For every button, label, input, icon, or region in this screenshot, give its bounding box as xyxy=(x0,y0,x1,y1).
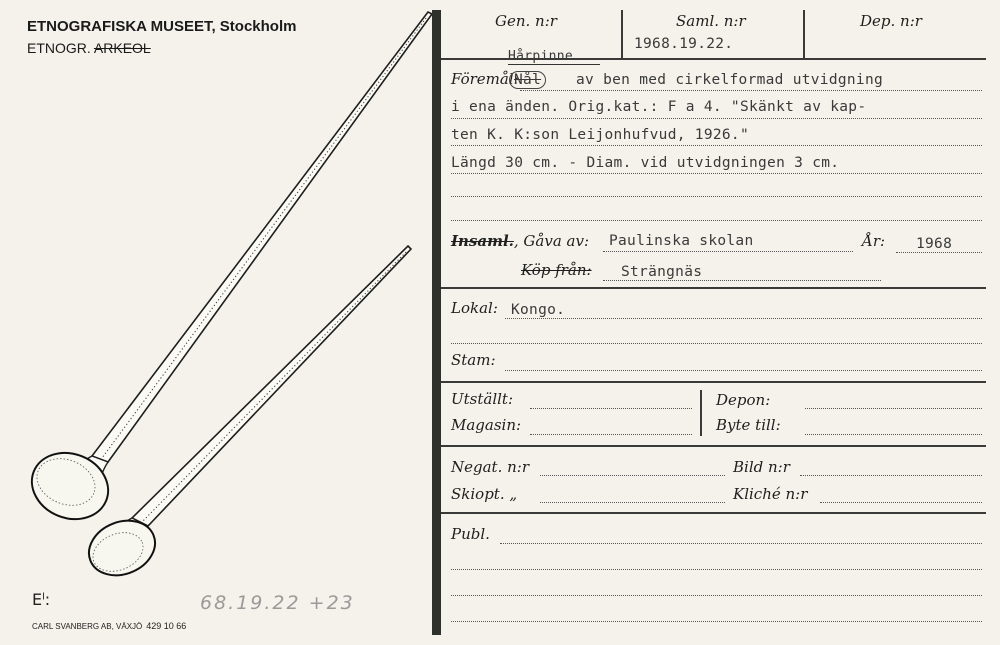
dotline xyxy=(603,251,853,252)
dotline xyxy=(896,252,982,253)
ar-label: År: xyxy=(862,232,886,250)
form-number: 429 10 66 xyxy=(146,621,187,631)
dotline xyxy=(451,173,982,174)
foremal-correction: Hårpinne xyxy=(508,49,574,64)
dotline xyxy=(451,196,982,197)
status-divider xyxy=(700,390,702,436)
dotline xyxy=(520,90,982,91)
printer-imprint xyxy=(32,621,186,631)
hairpin-drawing-1-icon xyxy=(22,12,432,530)
printer-logo: Eˡ: xyxy=(32,590,51,609)
byte-till-label: Byte till: xyxy=(716,416,781,434)
dotline xyxy=(451,343,982,344)
department-prefix: ETNOGR. xyxy=(27,40,91,56)
stam-label: Stam: xyxy=(451,351,496,369)
dotline xyxy=(530,408,692,409)
kop-value: Strängnäs xyxy=(621,264,703,280)
ar-value: 1968 xyxy=(916,236,953,252)
dotline xyxy=(805,434,982,435)
publ-label: Publ. xyxy=(451,525,490,543)
bild-label: Bild n:r xyxy=(733,458,790,476)
insaml-label: Insaml. xyxy=(451,232,514,250)
gava-value: Paulinska skolan xyxy=(609,233,754,249)
gava-line xyxy=(451,232,589,250)
foremal-line-1: av ben med cirkelformad utvidgning xyxy=(576,72,884,88)
rule-status xyxy=(441,445,986,447)
dotline xyxy=(603,280,881,281)
dep-nr-label: Dep. n:r xyxy=(860,12,922,30)
negat-label: Negat. n:r xyxy=(451,458,529,476)
gava-label: , Gåva av: xyxy=(513,232,590,250)
top-divider-1 xyxy=(621,10,623,58)
dotline xyxy=(505,318,982,319)
dotline xyxy=(540,502,725,503)
department-struck: ARKEOL xyxy=(93,40,151,56)
dotline xyxy=(451,118,982,119)
lokal-value: Kongo. xyxy=(511,302,566,318)
dotline xyxy=(505,370,982,371)
pencil-inventory-number: 68.19.22 +23 xyxy=(200,592,355,614)
top-divider-2 xyxy=(803,10,805,58)
magasin-label: Magasin: xyxy=(451,416,522,434)
kop-label: Köp från: xyxy=(521,261,592,279)
hairpin-drawing xyxy=(0,0,432,645)
kliche-label: Kliché n:r xyxy=(733,485,808,503)
dotline xyxy=(451,595,982,596)
dotline xyxy=(451,220,982,221)
dotline xyxy=(451,569,982,570)
correction-underline xyxy=(508,64,600,65)
foremal-line-2: i ena änden. Orig.kat.: F a 4. "Skänkt av kap- xyxy=(451,99,867,115)
dotline xyxy=(530,434,692,435)
dotline xyxy=(451,621,982,622)
dotline xyxy=(805,408,982,409)
foremal-line-4: Längd 30 cm. - Diam. vid utvidgningen 3 cm. xyxy=(451,155,840,171)
printer-name: CARL SVANBERG AB, VÄXJÖ xyxy=(32,622,143,631)
foremal-label: Föremål: xyxy=(451,70,519,88)
rule-stam xyxy=(441,381,986,383)
gen-nr-label: Gen. n:r xyxy=(495,12,557,30)
dotline xyxy=(451,145,982,146)
foremal-line-3: ten K. K:son Leijonhufvud, 1926." xyxy=(451,127,749,143)
dotline xyxy=(500,543,982,544)
lokal-label: Lokal: xyxy=(451,299,498,317)
rule-photo xyxy=(441,512,986,514)
depon-label: Depon: xyxy=(716,391,771,409)
dotline xyxy=(820,502,982,503)
dotline xyxy=(540,475,725,476)
form-margin-bar xyxy=(432,10,441,635)
museum-title: ETNOGRAFISKA MUSEET, Stockholm xyxy=(27,18,297,35)
skiopt-label: Skiopt. „ xyxy=(451,485,518,503)
saml-nr-label: Saml. n:r xyxy=(676,12,746,30)
rule-acquisition xyxy=(441,287,986,289)
utstallt-label: Utställt: xyxy=(451,390,514,408)
foremal-struck-word: Nål xyxy=(509,71,546,89)
saml-nr-value: 1968.19.22. xyxy=(634,36,734,52)
dotline xyxy=(800,475,982,476)
